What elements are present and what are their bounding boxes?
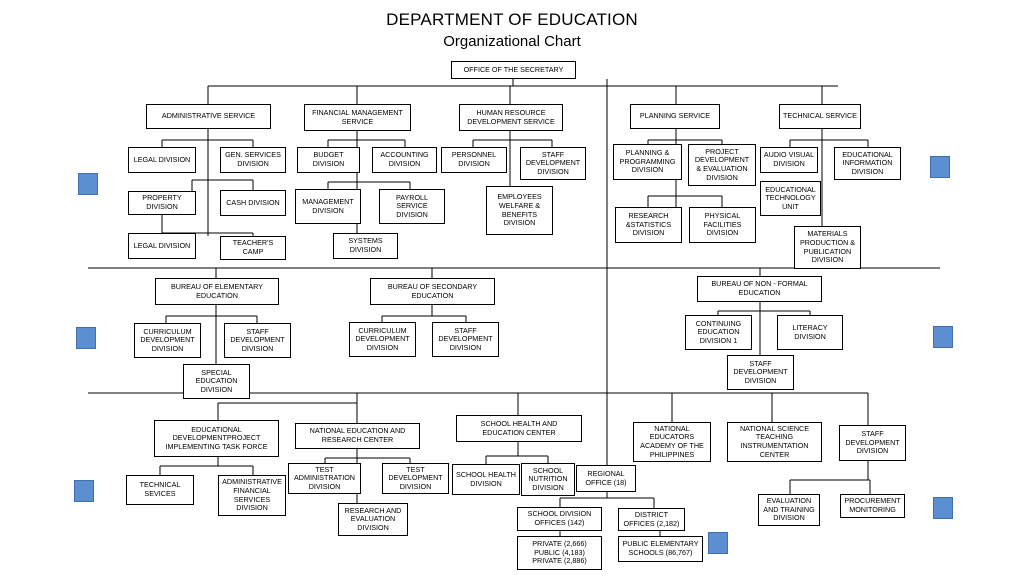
- node-national-education-research-center: NATIONAL EDUCATION AND RESEARCH CENTER: [295, 423, 420, 449]
- node-school-nutrition-division: SCHOOL NUTRITION DIVISION: [521, 463, 575, 496]
- node-research-statistics-division: RESEARCH &STATISTICS DIVISION: [615, 207, 682, 243]
- node-educational-technology-unit: EDUCATIONAL TECHNOLOGY UNIT: [760, 181, 821, 216]
- node-staff-development-division-bottom: STAFF DEVELOPMENT DIVISION: [839, 425, 906, 461]
- node-bureau-of-non-formal-education: BUREAU OF NON - FORMAL EDUCATION: [697, 276, 822, 302]
- square-marker-right-1: [930, 156, 950, 178]
- node-cash-division: CASH DIVISION: [220, 190, 286, 216]
- node-management-division: MANAGEMENT DIVISION: [295, 189, 361, 224]
- node-school-health-division: SCHOOL HEALTH DIVISION: [452, 464, 520, 495]
- chart-title: DEPARTMENT OF EDUCATION: [386, 10, 638, 29]
- node-test-administration-division: TEST ADMINISTRATION DIVISION: [288, 463, 361, 494]
- node-payroll-service-division: PAYROLL SERVICE DIVISION: [379, 189, 445, 224]
- node-systems-division: SYSTEMS DIVISION: [333, 233, 398, 259]
- node-financial-management-service: FINANCIAL MANAGEMENT SERVICE: [304, 104, 411, 131]
- node-project-development-evaluation-division: PROJECT DEVELOPMENT & EVALUATION DIVISION: [688, 144, 756, 186]
- node-technical-services: TECHNICAL SEVICES: [126, 475, 194, 505]
- node-legal-division-2: LEGAL DIVISION: [128, 233, 196, 259]
- node-accounting-division: ACCOUNTING DIVISION: [372, 147, 437, 173]
- node-district-offices: DISTRICT OFFICES (2,182): [618, 508, 685, 531]
- chart-subtitle: Organizational Chart: [443, 33, 581, 50]
- square-marker-bottom: [708, 532, 728, 554]
- node-bureau-of-secondary-education: BUREAU OF SECONDARY EDUCATION: [370, 278, 495, 305]
- node-legal-division: LEGAL DIVISION: [128, 147, 196, 173]
- node-test-development-division: TEST DEVELOPMENT DIVISION: [382, 463, 449, 494]
- square-marker-left-3: [74, 480, 94, 502]
- node-continuing-education-division: CONTINUING EDUCATION DIVISION 1: [685, 315, 752, 350]
- node-national-science-teaching-instrumentation-center: NATIONAL SCIENCE TEACHING INSTRUMENTATION CENTER: [727, 422, 822, 462]
- node-budget-division: BUDGET DIVISION: [297, 147, 360, 173]
- node-research-evaluation-division: RESEARCH AND EVALUATION DIVISION: [338, 503, 408, 536]
- node-procurement-monitoring: PROCUREMENT MONITORING: [840, 494, 905, 518]
- node-edpitaf: EDUCATIONAL DEVELOPMENTPROJECT IMPLEMENTING TASK FORCE: [154, 420, 279, 457]
- node-private-public-schools: PRIVATE (2,666) PUBLIC (4,183) PRIVATE (2,886): [517, 536, 602, 570]
- node-staff-development-division-secondary: STAFF DEVELOPMENT DIVISION: [432, 322, 499, 357]
- node-special-education-division: SPECIAL EDUCATION DIVISION: [183, 364, 250, 399]
- node-planning-programming-division: PLANNING & PROGRAMMING DIVISION: [613, 144, 682, 180]
- node-planning-service: PLANNING SERVICE: [630, 104, 720, 129]
- node-bureau-of-elementary-education: BUREAU OF ELEMENTARY EDUCATION: [155, 278, 279, 305]
- node-property-division: PROPERTY DIVISION: [128, 191, 196, 215]
- node-administrative-service: ADMINISTRATIVE SERVICE: [146, 104, 271, 129]
- node-staff-development-division-hr: STAFF DEVELOPMENT DIVISION: [520, 147, 586, 180]
- node-personnel-division: PERSONNEL DIVISION: [441, 147, 507, 173]
- node-technical-service: TECHNICAL SERVICE: [779, 104, 861, 129]
- node-school-division-offices: SCHOOL DIVISION OFFICES (142): [517, 507, 602, 531]
- node-curriculum-development-division-elementary: CURRICULUM DEVELOPMENT DIVISION: [134, 323, 201, 358]
- node-curriculum-development-division-secondary: CURRICULUM DEVELOPMENT DIVISION: [349, 322, 416, 357]
- node-audio-visual-division: AUDIO VISUAL DIVISION: [760, 147, 818, 173]
- node-employees-welfare-benefits-division: EMPLOYEES WELFARE & BENEFITS DIVISION: [486, 186, 553, 235]
- node-public-elementary-schools: PUBLIC ELEMENTARY SCHOOLS (86,767): [618, 536, 703, 562]
- square-marker-right-2: [933, 326, 953, 348]
- node-administrative-financial-services-division: ADMINISTRATIVE FINANCIAL SERVICES DIVISION: [218, 475, 286, 516]
- node-human-resource-development-service: HUMAN RESOURCE DEVELOPMENT SERVICE: [459, 104, 563, 131]
- node-school-health-education-center: SCHOOL HEALTH AND EDUCATION CENTER: [456, 415, 582, 442]
- square-marker-left-2: [76, 327, 96, 349]
- node-evaluation-training-division: EVALUATION AND TRAINING DIVISION: [758, 494, 820, 526]
- node-staff-development-division-non-formal: STAFF DEVELOPMENT DIVISION: [727, 355, 794, 390]
- node-teachers-camp: TEACHER'S CAMP: [220, 236, 286, 260]
- node-national-educators-academy: NATIONAL EDUCATORS ACADEMY OF THE PHILIPPINES: [633, 422, 711, 462]
- square-marker-right-3: [933, 497, 953, 519]
- node-materials-production-publication-division: MATERIALS PRODUCTION & PUBLICATION DIVISION: [794, 226, 861, 269]
- node-staff-development-division-elementary: STAFF DEVELOPMENT DIVISION: [224, 323, 291, 358]
- node-literacy-division: LITERACY DIVISION: [777, 315, 843, 350]
- node-regional-office: REGIONAL OFFICE (18): [576, 465, 636, 492]
- node-educational-information-division: EDUCATIONAL INFORMATION DIVISION: [834, 147, 901, 180]
- node-gen-services-division: GEN. SERVICES DIVISION: [220, 147, 286, 173]
- node-physical-facilities-division: PHYSICAL FACILITIES DIVISION: [689, 207, 756, 243]
- node-office-of-the-secretary: OFFICE OF THE SECRETARY: [451, 61, 576, 79]
- square-marker-left-1: [78, 173, 98, 195]
